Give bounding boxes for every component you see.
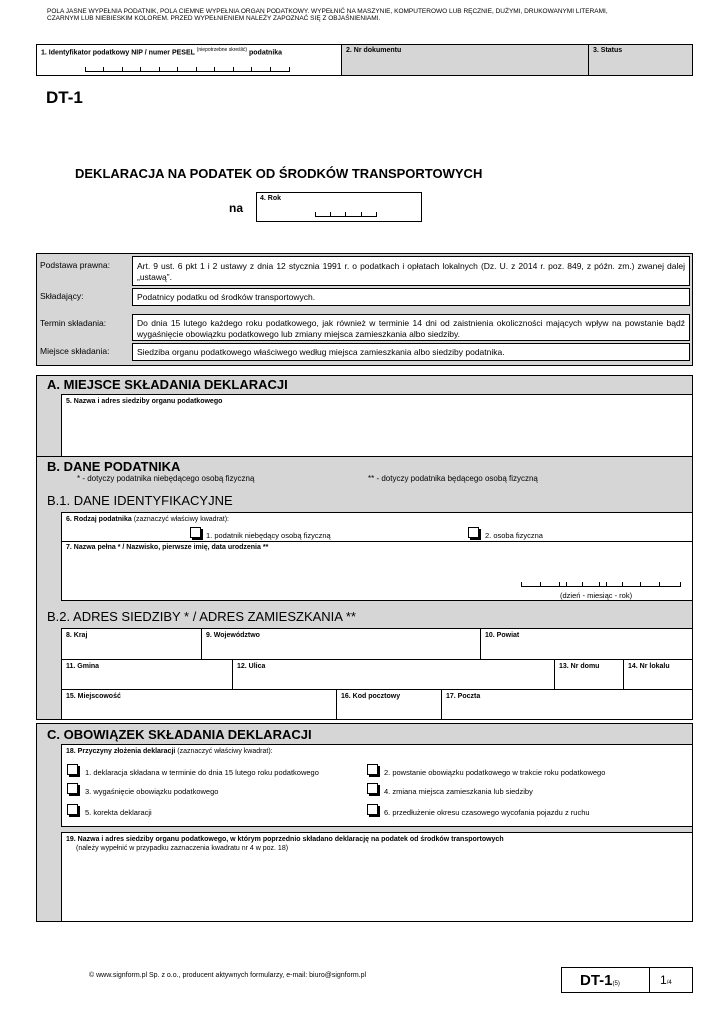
footer-copyright: © www.signform.pl Sp. z o.o., producent aktywnych formularzy, e-mail: biuro@signform.pl <box>89 972 367 979</box>
document-number-field <box>341 44 589 76</box>
reason-hint: (zaznaczyć właściwy kwadrat): <box>177 748 273 755</box>
previous-office-field[interactable] <box>61 832 693 922</box>
post-office-field[interactable] <box>441 689 693 720</box>
house-number-field[interactable] <box>554 659 624 690</box>
taxpayer-type-option-2: 2. osoba fizyczna <box>485 531 543 540</box>
nip-pesel-label <box>41 47 282 56</box>
reason-checkbox-6[interactable] <box>367 804 378 815</box>
post-office-label: 17. Poczta <box>446 693 481 700</box>
year-field[interactable] <box>256 192 422 222</box>
previous-office-label: 19. Nazwa i adres siedziby organu podatkowego, w którym poprzednio składano deklarację na podatek od środków transportowych <box>66 836 504 843</box>
nip-digit-boxes <box>85 67 290 72</box>
birth-date-boxes <box>521 582 681 587</box>
reason-option-6: 6. przedłużenie okresu czasowego wycofania pojazdu z ruchu <box>384 808 590 817</box>
city-field[interactable] <box>61 689 337 720</box>
taxpayer-type-hint: (zaznaczyć właściwy kwadrat): <box>133 516 229 523</box>
status-field <box>588 44 693 76</box>
info-value-text: Do dnia 15 lutego każdego roku podatkowego, jak również w terminie 14 dni od zaistnienia okoliczności mających wpływ na powstanie bądź wygaśnięcie obowiązku podatkowego lub zmiany miejsca zamieszkania albo siedziby. <box>137 318 685 339</box>
form-code: DT-1 <box>46 88 83 107</box>
tax-office-field[interactable] <box>61 394 693 457</box>
section-b-note2: ** - dotyczy podatnika będącego osobą fizyczną <box>368 474 538 483</box>
year-digit-boxes <box>315 212 377 217</box>
postal-code-label: 16. Kod pocztowy <box>341 693 401 700</box>
document-number-label: 2. Nr dokumentu <box>346 47 402 54</box>
street-field[interactable] <box>232 659 555 690</box>
full-name-field[interactable] <box>61 541 693 601</box>
reason-label-text: 18. Przyczyny złożenia deklaracji <box>66 748 176 755</box>
reason-option-2: 2. powstanie obowiązku podatkowego w trakcie roku podatkowego <box>384 768 606 777</box>
section-c-title: C. OBOWIĄZEK SKŁADANIA DEKLARACJI <box>47 727 312 742</box>
year-label: 4. Rok <box>260 195 282 202</box>
postal-code-field[interactable] <box>336 689 442 720</box>
nip-pesel-label-suffix: podatnika <box>249 49 283 57</box>
section-b-note1: * - dotyczy podatnika niebędącego osobą fizyczną <box>77 474 255 483</box>
footer-page-total: /4 <box>666 980 672 986</box>
country-field[interactable] <box>61 628 202 660</box>
header-note-line1: POLA JASNE WYPEŁNIA PODATNIK, POLA CIEMNE WYPEŁNIA ORGAN PODATKOWY. WYPEŁNIĆ NA MASZYNIE, KOMPUTEROWO LUB RĘCZNIE, DUŻYMI, DRUKOWANYMI LITERAMI, <box>47 8 608 15</box>
taxpayer-type-checkbox-2[interactable] <box>468 527 479 538</box>
info-value-text: Siedziba organu podatkowego właściwego według miejsca zamieszkania albo siedziby podatnika. <box>137 347 505 357</box>
previous-office-hint: (należy wypełnić w przypadku zaznaczenia kwadratu nr 4 w poz. 18) <box>76 845 289 852</box>
reason-checkbox-1[interactable] <box>67 764 78 775</box>
reason-option-4: 4. zmiana miejsca zamieszkania lub siedziby <box>384 787 533 796</box>
nip-pesel-label-text: 1. Identyfikator podatkowy NIP / numer PESEL <box>41 49 195 57</box>
section-b2-title: B.2. ADRES SIEDZIBY * / ADRES ZAMIESZKANIA ** <box>47 609 356 624</box>
county-label: 10. Powiat <box>485 632 520 639</box>
reason-label <box>66 748 273 755</box>
footer-code-text: DT-1 <box>580 972 613 989</box>
country-label: 8. Kraj <box>66 632 88 639</box>
status-label: 3. Status <box>593 47 623 54</box>
info-value-text: Art. 9 ust. 6 pkt 1 i 2 ustawy z dnia 12 stycznia 1991 r. o podatkach i opłatach lokalnych (Dz. U. z 2014 r. poz. 849, z późn. zm.) zwanej dalej „ustawą”. <box>137 261 685 282</box>
footer-divider <box>649 968 650 992</box>
info-value-termin <box>132 314 690 341</box>
page-title: DEKLARACJA NA PODATEK OD ŚRODKÓW TRANSPORTOWYCH <box>75 166 483 181</box>
header-note <box>47 8 707 22</box>
city-label: 15. Miejscowość <box>66 693 121 700</box>
info-key-termin: Termin składania: <box>40 318 107 328</box>
info-value-text: Podatnicy podatku od środków transportowych. <box>137 292 316 302</box>
county-field[interactable] <box>480 628 693 660</box>
taxpayer-type-option-1: 1. podatnik niebędący osobą fizyczną <box>206 531 331 540</box>
footer-version: (5) <box>612 981 620 987</box>
commune-label: 11. Gmina <box>66 663 100 670</box>
header-note-line2: CZARNYM LUB NIEBIESKIM KOLOREM. PRZED WYPEŁNIENIEM NALEŻY ZAPOZNAĆ SIĘ Z OBJAŚNIENIAMI. <box>47 15 381 22</box>
reason-option-3: 3. wygaśnięcie obowiązku podatkowego <box>85 787 219 796</box>
section-b1-title: B.1. DANE IDENTYFIKACYJNE <box>47 493 233 508</box>
footer-page-number: 1 <box>660 973 667 987</box>
reason-checkbox-4[interactable] <box>367 783 378 794</box>
footer-page <box>660 971 672 989</box>
taxpayer-type-label <box>66 516 229 523</box>
full-name-label: 7. Nazwa pełna * / Nazwisko, pierwsze imię, data urodzenia ** <box>66 544 269 551</box>
voivodeship-label: 9. Województwo <box>206 632 260 639</box>
voivodeship-field[interactable] <box>201 628 481 660</box>
footer-code <box>580 972 620 990</box>
reason-checkbox-2[interactable] <box>367 764 378 775</box>
info-value-podstawa <box>132 256 690 286</box>
info-key-podstawa: Podstawa prawna: <box>40 260 110 270</box>
footer-code-box <box>561 967 693 993</box>
info-key-skladajacy: Składający: <box>40 291 84 301</box>
nip-pesel-field[interactable] <box>36 44 342 76</box>
year-prefix: na <box>229 201 244 215</box>
reason-option-1: 1. deklaracja składana w terminie do dnia 15 lutego roku podatkowego <box>85 768 319 777</box>
commune-field[interactable] <box>61 659 233 690</box>
section-a-title: A. MIEJSCE SKŁADANIA DEKLARACJI <box>47 377 288 392</box>
taxpayer-type-field <box>61 512 693 542</box>
section-b-title: B. DANE PODATNIKA <box>47 459 181 474</box>
apartment-number-field[interactable] <box>623 659 693 690</box>
taxpayer-type-checkbox-1[interactable] <box>190 527 201 538</box>
house-number-label: 13. Nr domu <box>559 663 600 670</box>
info-value-skladajacy <box>132 288 690 306</box>
info-key-miejsce: Miejsce składania: <box>40 346 110 356</box>
taxpayer-type-label-text: 6. Rodzaj podatnika <box>66 516 132 523</box>
info-value-miejsce <box>132 343 690 361</box>
reason-checkbox-3[interactable] <box>67 783 78 794</box>
tax-office-label: 5. Nazwa i adres siedziby organu podatkowego <box>66 398 223 405</box>
apartment-number-label: 14. Nr lokalu <box>628 663 670 670</box>
reason-option-5: 5. korekta deklaracji <box>85 808 152 817</box>
street-label: 12. Ulica <box>237 663 266 670</box>
nip-pesel-label-sup: (niepotrzebne skreślić) <box>196 47 248 53</box>
reason-checkbox-5[interactable] <box>67 804 78 815</box>
birth-date-hint: (dzień - miesiąc - rok) <box>560 591 633 600</box>
